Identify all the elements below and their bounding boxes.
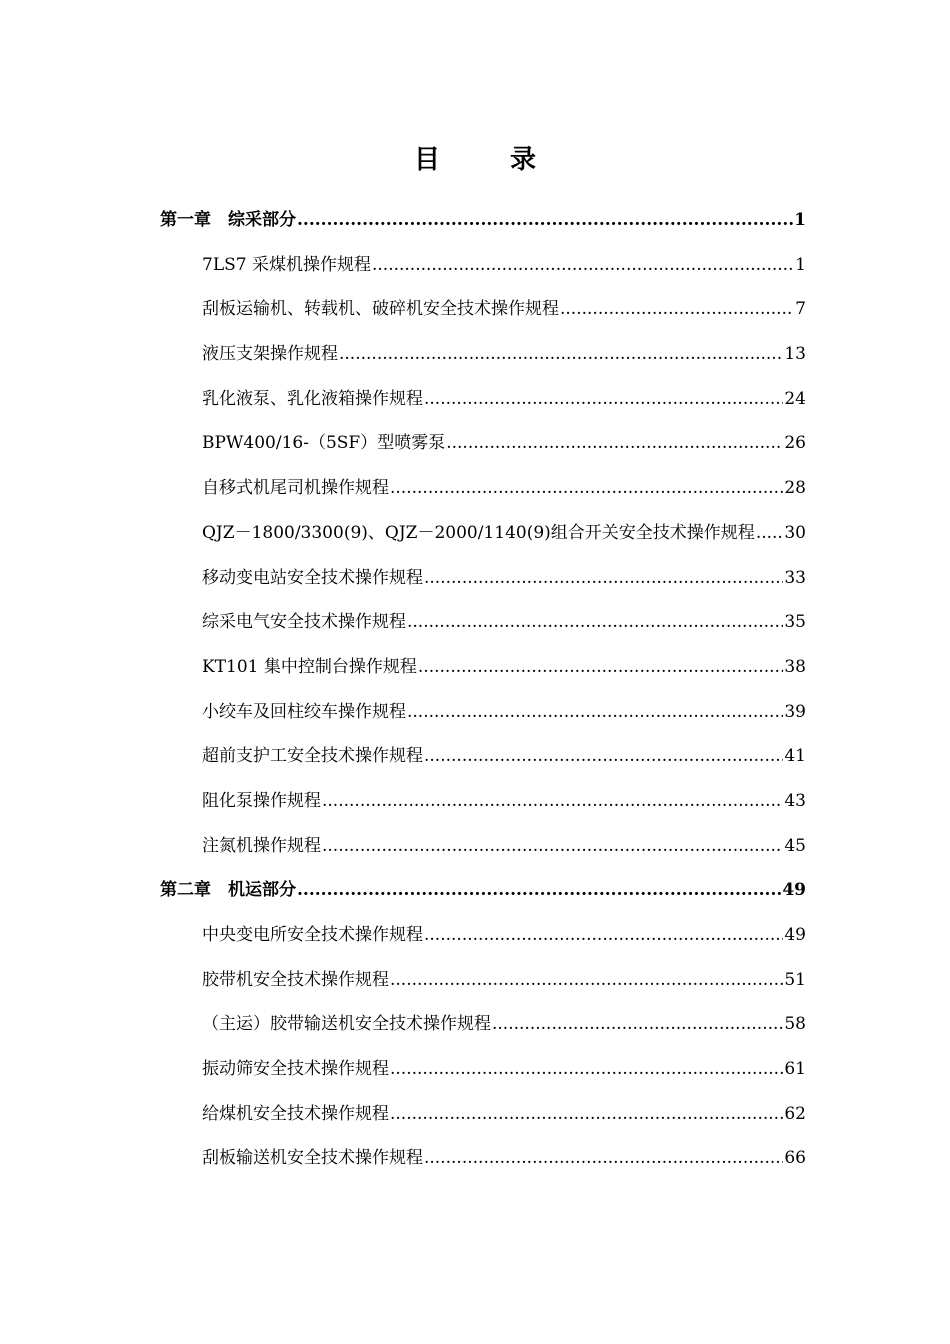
toc-chapter-entry[interactable] xyxy=(160,198,806,243)
toc-page-number: 38 xyxy=(784,656,806,677)
toc-dot-leader xyxy=(424,377,783,422)
toc-entry-title: QJZ－1800/3300(9)、QJZ－2000/1140(9)组合开关安全技术操作规程 xyxy=(202,522,755,543)
toc-section-entry[interactable] xyxy=(160,556,806,601)
toc-entry-title: KT101 集中控制台操作规程 xyxy=(202,656,417,677)
toc-section-entry[interactable] xyxy=(160,1136,806,1181)
toc-dot-leader xyxy=(390,1092,783,1137)
toc-page-number: 51 xyxy=(784,969,806,990)
toc-page-number: 49 xyxy=(782,880,806,901)
toc-page-number: 13 xyxy=(784,344,806,365)
toc-section-entry[interactable] xyxy=(160,958,806,1003)
page-title: 目 录 xyxy=(413,145,558,175)
toc-page-number: 45 xyxy=(784,835,806,856)
toc-dot-leader xyxy=(424,556,783,601)
toc-entry-title: 刮板运输机、转载机、破碎机安全技术操作规程 xyxy=(202,299,559,320)
toc-chapter-entry[interactable] xyxy=(160,868,806,913)
toc-page-number: 33 xyxy=(784,567,806,588)
toc-entry-title: 中央变电所安全技术操作规程 xyxy=(202,925,423,945)
toc-dot-leader xyxy=(492,1002,783,1047)
toc-entry-title: 刮板输送机安全技术操作规程 xyxy=(202,1148,423,1169)
toc-section-entry[interactable] xyxy=(160,734,806,779)
toc-page-number: 7 xyxy=(795,299,806,320)
toc-entry-title: 第二章 机运部分 xyxy=(160,880,296,901)
toc-dot-leader xyxy=(322,824,783,869)
toc-section-entry[interactable] xyxy=(160,332,806,377)
toc-dot-leader xyxy=(418,645,783,690)
toc-entry-title: 移动变电站安全技术操作规程 xyxy=(202,567,423,588)
toc-entry-title: 小绞车及回柱绞车操作规程 xyxy=(202,701,406,722)
toc-entry-title: 阻化泵操作规程 xyxy=(202,790,321,811)
toc-page-number: 61 xyxy=(784,1059,806,1080)
toc-page-number: 35 xyxy=(784,612,806,633)
toc-page-number: 1 xyxy=(795,254,806,275)
toc-entry-title: 液压支架操作规程 xyxy=(202,344,338,365)
toc-page-number: 58 xyxy=(784,1014,806,1035)
toc-dot-leader xyxy=(756,511,784,556)
toc-entry-title: BPW400/16-（5SF）型喷雾泵 xyxy=(202,433,446,454)
toc-section-entry[interactable] xyxy=(160,1047,806,1092)
toc-entry-title: 注氮机操作规程 xyxy=(202,835,321,856)
toc-page-number: 43 xyxy=(784,790,806,811)
toc-dot-leader xyxy=(424,1136,783,1181)
toc-entry-title: 第一章 综采部分 xyxy=(160,210,296,230)
toc-page-number: 66 xyxy=(784,1148,806,1169)
toc-section-entry[interactable] xyxy=(160,913,806,958)
toc-section-entry[interactable] xyxy=(160,1092,806,1137)
toc-page-number: 28 xyxy=(784,478,806,499)
toc-section-entry[interactable] xyxy=(160,511,806,556)
toc-section-entry[interactable] xyxy=(160,1002,806,1047)
toc-page-number: 1 xyxy=(794,210,806,230)
toc-entry-title: 乳化液泵、乳化液箱操作规程 xyxy=(202,388,423,409)
toc-dot-leader xyxy=(390,466,783,511)
toc-entry-title: 超前支护工安全技术操作规程 xyxy=(202,746,423,767)
toc-page-number: 24 xyxy=(784,388,806,409)
toc-entry-title: 7LS7 采煤机操作规程 xyxy=(202,254,371,275)
toc-dot-leader xyxy=(297,868,781,913)
toc-page-number: 41 xyxy=(784,746,806,767)
toc-dot-leader xyxy=(372,243,794,288)
toc-entry-title: 给煤机安全技术操作规程 xyxy=(202,1103,389,1124)
toc-page-number: 26 xyxy=(784,433,806,454)
toc-dot-leader xyxy=(446,421,783,466)
toc-section-entry[interactable] xyxy=(160,600,806,645)
toc-page-number: 39 xyxy=(784,701,806,722)
toc-entry-title: 自移式机尾司机操作规程 xyxy=(202,478,389,499)
toc-dot-leader xyxy=(560,287,794,332)
toc-section-entry[interactable] xyxy=(160,690,806,735)
toc-dot-leader xyxy=(390,958,783,1003)
toc-dot-leader xyxy=(407,690,783,735)
toc-dot-leader xyxy=(424,734,783,779)
toc-section-entry[interactable] xyxy=(160,824,806,869)
toc-page-number: 49 xyxy=(784,925,806,945)
toc-dot-leader xyxy=(322,779,783,824)
toc-dot-leader xyxy=(424,913,783,958)
table-of-contents xyxy=(160,198,806,1181)
toc-section-entry[interactable] xyxy=(160,779,806,824)
toc-entry-title: （主运）胶带输送机安全技术操作规程 xyxy=(202,1014,491,1035)
toc-section-entry[interactable] xyxy=(160,287,806,332)
toc-entry-title: 综采电气安全技术操作规程 xyxy=(202,612,406,633)
toc-dot-leader xyxy=(407,600,783,645)
toc-dot-leader xyxy=(390,1047,783,1092)
toc-page-number: 62 xyxy=(784,1103,806,1124)
toc-entry-title: 胶带机安全技术操作规程 xyxy=(202,969,389,990)
toc-section-entry[interactable] xyxy=(160,466,806,511)
toc-dot-leader xyxy=(339,332,783,377)
toc-section-entry[interactable] xyxy=(160,243,806,288)
toc-section-entry[interactable] xyxy=(160,421,806,466)
toc-entry-title: 振动筛安全技术操作规程 xyxy=(202,1059,389,1080)
toc-section-entry[interactable] xyxy=(160,645,806,690)
toc-dot-leader xyxy=(297,198,793,243)
toc-page-number: 30 xyxy=(784,522,806,543)
toc-section-entry[interactable] xyxy=(160,377,806,422)
